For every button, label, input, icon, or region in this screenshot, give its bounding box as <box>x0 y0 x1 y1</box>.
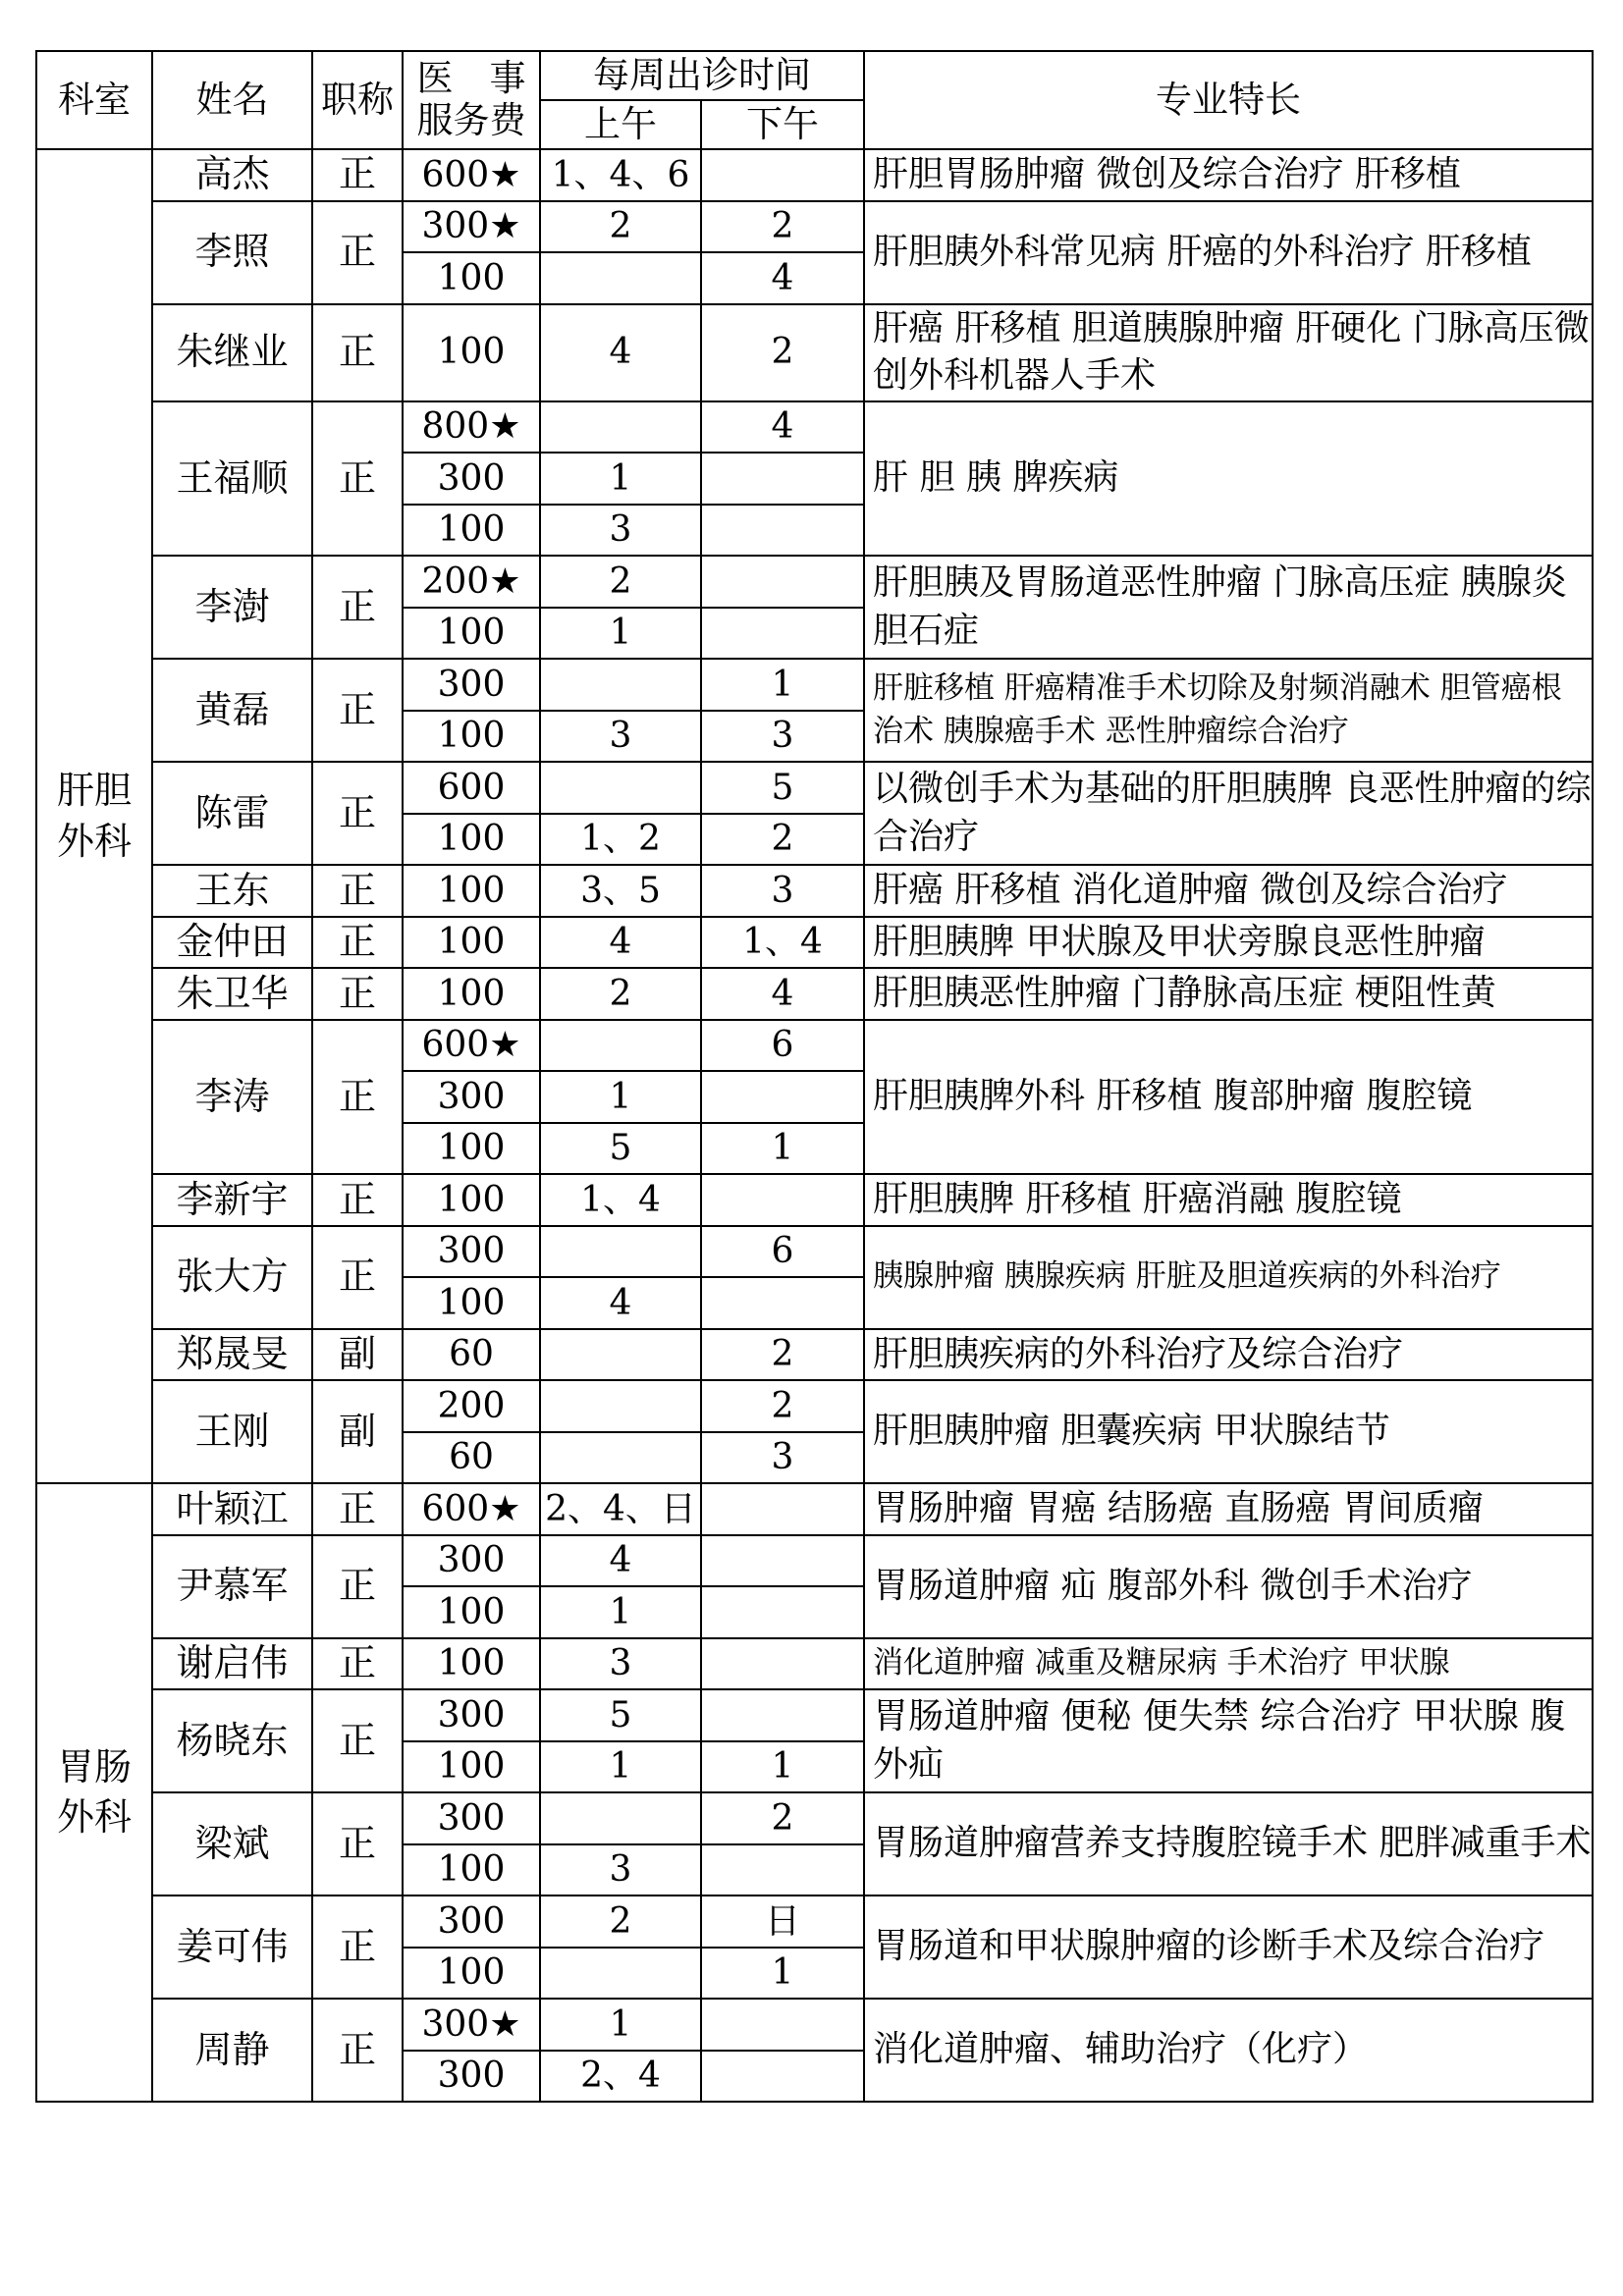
service-fee: 100 <box>403 304 540 401</box>
afternoon-clinic: 2 <box>701 304 864 401</box>
table-row <box>36 1174 1593 1226</box>
department-name-line2: 外科 <box>56 1795 132 1840</box>
doctor-title: 正 <box>312 1535 403 1638</box>
service-fee: 60 <box>403 1329 540 1381</box>
afternoon-clinic: 3 <box>701 865 864 917</box>
morning-clinic <box>540 401 701 454</box>
doctor-title: 正 <box>312 201 403 304</box>
morning-clinic <box>540 659 701 711</box>
table-row <box>36 1689 1593 1741</box>
specialty: 肝 胆 胰 脾疾病 <box>864 401 1593 557</box>
service-fee: 600 <box>403 762 540 814</box>
table-row <box>36 1483 1593 1535</box>
header-dept: 科室 <box>36 51 152 149</box>
specialty: 肝胆胰肿瘤 胆囊疾病 甲状腺结节 <box>864 1380 1593 1483</box>
schedule-body <box>36 149 1593 2102</box>
specialty: 肝胆胰及胃肠道恶性肿瘤 门脉高压症 胰腺炎 胆石症 <box>864 556 1593 659</box>
doctor-name: 杨晓东 <box>152 1689 312 1792</box>
morning-clinic: 1 <box>540 1071 701 1123</box>
service-fee: 100 <box>403 1638 540 1690</box>
department-cell <box>36 149 152 1483</box>
doctor-title: 正 <box>312 556 403 659</box>
afternoon-clinic <box>701 1071 864 1123</box>
morning-clinic: 2 <box>540 1896 701 1948</box>
afternoon-clinic <box>701 1844 864 1896</box>
doctor-name: 李照 <box>152 201 312 304</box>
service-fee: 100 <box>403 917 540 969</box>
morning-clinic: 2 <box>540 201 701 253</box>
specialty: 肝癌 肝移植 胆道胰腺肿瘤 肝硬化 门脉高压微创外科机器人手术 <box>864 304 1593 401</box>
afternoon-clinic: 4 <box>701 252 864 304</box>
service-fee: 100 <box>403 1123 540 1175</box>
header-fee-line2: 服务费 <box>416 99 526 141</box>
afternoon-clinic: 日 <box>701 1896 864 1948</box>
afternoon-clinic: 4 <box>701 968 864 1020</box>
table-row <box>36 762 1593 814</box>
header-pm: 下午 <box>701 100 864 149</box>
morning-clinic: 2、4、日 <box>540 1483 701 1535</box>
doctor-name: 金仲田 <box>152 917 312 969</box>
service-fee: 300 <box>403 1792 540 1844</box>
doctor-name: 陈雷 <box>152 762 312 865</box>
doctor-name: 姜可伟 <box>152 1896 312 1999</box>
afternoon-clinic <box>701 1638 864 1690</box>
doctor-name: 李澍 <box>152 556 312 659</box>
morning-clinic: 3 <box>540 1638 701 1690</box>
table-row <box>36 1020 1593 1072</box>
afternoon-clinic: 4 <box>701 401 864 454</box>
doctor-title: 正 <box>312 149 403 201</box>
doctor-name: 谢启伟 <box>152 1638 312 1690</box>
service-fee: 200 <box>403 1380 540 1432</box>
table-row <box>36 1329 1593 1381</box>
table-row <box>36 201 1593 253</box>
doctor-title: 正 <box>312 1896 403 1999</box>
morning-clinic <box>540 1380 701 1432</box>
morning-clinic: 1、2 <box>540 814 701 866</box>
specialty: 以微创手术为基础的肝胆胰脾 良恶性肿瘤的综合治疗 <box>864 762 1593 865</box>
service-fee: 300 <box>403 1535 540 1587</box>
morning-clinic <box>540 1432 701 1484</box>
morning-clinic: 3、5 <box>540 865 701 917</box>
morning-clinic <box>540 1792 701 1844</box>
specialty: 胃肠肿瘤 胃癌 结肠癌 直肠癌 胃间质瘤 <box>864 1483 1593 1535</box>
morning-clinic: 3 <box>540 1844 701 1896</box>
afternoon-clinic: 3 <box>701 711 864 763</box>
doctor-name: 王刚 <box>152 1380 312 1483</box>
department-name-line1: 胃肠 <box>56 1744 132 1789</box>
morning-clinic <box>540 1329 701 1381</box>
morning-clinic: 4 <box>540 1535 701 1587</box>
specialty: 肝胆胰脾外科 肝移植 腹部肿瘤 腹腔镜 <box>864 1020 1593 1175</box>
service-fee: 60 <box>403 1432 540 1484</box>
doctor-title: 正 <box>312 1638 403 1690</box>
service-fee: 100 <box>403 1586 540 1638</box>
table-row <box>36 968 1593 1020</box>
specialty: 肝胆胰外科常见病 肝癌的外科治疗 肝移植 <box>864 201 1593 304</box>
service-fee: 100 <box>403 608 540 660</box>
service-fee: 100 <box>403 968 540 1020</box>
header-name: 姓名 <box>152 51 312 149</box>
table-row <box>36 1638 1593 1690</box>
afternoon-clinic: 2 <box>701 1329 864 1381</box>
service-fee: 300 <box>403 2051 540 2103</box>
doctor-name: 梁斌 <box>152 1792 312 1896</box>
afternoon-clinic <box>701 1689 864 1741</box>
morning-clinic: 1、4、6 <box>540 149 701 201</box>
department-name-line1: 肝胆 <box>56 769 132 813</box>
afternoon-clinic <box>701 1586 864 1638</box>
doctor-name: 王福顺 <box>152 401 312 557</box>
table-row <box>36 865 1593 917</box>
doctor-title: 正 <box>312 1174 403 1226</box>
doctor-title: 正 <box>312 865 403 917</box>
table-row <box>36 1999 1593 2051</box>
doctor-title: 正 <box>312 968 403 1020</box>
service-fee: 100 <box>403 865 540 917</box>
specialty: 肝胆胰脾 甲状腺及甲状旁腺良恶性肿瘤 <box>864 917 1593 969</box>
doctor-title: 正 <box>312 659 403 762</box>
doctor-name: 叶颖江 <box>152 1483 312 1535</box>
morning-clinic: 3 <box>540 505 701 557</box>
morning-clinic: 5 <box>540 1123 701 1175</box>
morning-clinic: 1、4 <box>540 1174 701 1226</box>
doctor-title: 正 <box>312 1689 403 1792</box>
morning-clinic <box>540 252 701 304</box>
table-row <box>36 304 1593 401</box>
table-row <box>36 1535 1593 1587</box>
doctor-title: 正 <box>312 762 403 865</box>
doctor-name: 李涛 <box>152 1020 312 1175</box>
service-fee: 100 <box>403 814 540 866</box>
table-row <box>36 401 1593 454</box>
doctor-title: 正 <box>312 1483 403 1535</box>
service-fee: 100 <box>403 1948 540 2000</box>
morning-clinic <box>540 1020 701 1072</box>
service-fee: 300★ <box>403 201 540 253</box>
specialty: 肝胆胰疾病的外科治疗及综合治疗 <box>864 1329 1593 1381</box>
service-fee: 100 <box>403 711 540 763</box>
morning-clinic: 1 <box>540 1741 701 1793</box>
service-fee: 800★ <box>403 401 540 454</box>
afternoon-clinic: 1 <box>701 659 864 711</box>
morning-clinic: 4 <box>540 917 701 969</box>
specialty: 肝胆胰脾 肝移植 肝癌消融 腹腔镜 <box>864 1174 1593 1226</box>
afternoon-clinic <box>701 2051 864 2103</box>
specialty: 肝胆胰恶性肿瘤 门静脉高压症 梗阻性黄 <box>864 968 1593 1020</box>
doctor-title: 副 <box>312 1380 403 1483</box>
morning-clinic: 1 <box>540 1999 701 2051</box>
table-row <box>36 1896 1593 1948</box>
afternoon-clinic: 2 <box>701 201 864 253</box>
morning-clinic: 1 <box>540 453 701 505</box>
specialty: 肝脏移植 肝癌精准手术切除及射频消融术 胆管癌根治术 胰腺癌手术 恶性肿瘤综合治疗 <box>864 659 1593 762</box>
table-row <box>36 1380 1593 1432</box>
afternoon-clinic <box>701 453 864 505</box>
morning-clinic <box>540 1226 701 1278</box>
specialty: 消化道肿瘤、辅助治疗（化疗） <box>864 1999 1593 2102</box>
morning-clinic: 2、4 <box>540 2051 701 2103</box>
clinic-schedule-table <box>35 50 1594 2103</box>
table-row <box>36 149 1593 201</box>
table-row <box>36 1792 1593 1844</box>
table-row <box>36 556 1593 608</box>
department-name-line2: 外科 <box>56 819 132 863</box>
doctor-name: 李新宇 <box>152 1174 312 1226</box>
afternoon-clinic: 2 <box>701 1380 864 1432</box>
doctor-name: 朱继业 <box>152 304 312 401</box>
table-row <box>36 659 1593 711</box>
service-fee: 300 <box>403 1896 540 1948</box>
service-fee: 600★ <box>403 149 540 201</box>
service-fee: 300★ <box>403 1999 540 2051</box>
service-fee: 600★ <box>403 1020 540 1072</box>
afternoon-clinic: 1、4 <box>701 917 864 969</box>
doctor-name: 黄磊 <box>152 659 312 762</box>
doctor-title: 副 <box>312 1329 403 1381</box>
morning-clinic <box>540 762 701 814</box>
doctor-name: 高杰 <box>152 149 312 201</box>
service-fee: 300 <box>403 453 540 505</box>
morning-clinic: 1 <box>540 608 701 660</box>
afternoon-clinic: 3 <box>701 1432 864 1484</box>
afternoon-clinic <box>701 1535 864 1587</box>
specialty: 胃肠道肿瘤营养支持腹腔镜手术 肥胖减重手术 <box>864 1792 1593 1896</box>
afternoon-clinic <box>701 1277 864 1329</box>
morning-clinic <box>540 1948 701 2000</box>
header-title: 职称 <box>312 51 403 149</box>
specialty: 胃肠道肿瘤 便秘 便失禁 综合治疗 甲状腺 腹外疝 <box>864 1689 1593 1792</box>
header-weekly: 每周出诊时间 <box>540 51 864 100</box>
table-row <box>36 917 1593 969</box>
department-cell <box>36 1483 152 2102</box>
morning-clinic: 5 <box>540 1689 701 1741</box>
morning-clinic: 2 <box>540 556 701 608</box>
service-fee: 600★ <box>403 1483 540 1535</box>
afternoon-clinic <box>701 1174 864 1226</box>
header-fee-line1: 医 事 <box>416 57 526 100</box>
morning-clinic: 4 <box>540 304 701 401</box>
service-fee: 100 <box>403 252 540 304</box>
header-specialty: 专业特长 <box>864 51 1593 149</box>
service-fee: 300 <box>403 1689 540 1741</box>
afternoon-clinic: 1 <box>701 1741 864 1793</box>
doctor-title: 正 <box>312 1999 403 2102</box>
service-fee: 300 <box>403 659 540 711</box>
service-fee: 200★ <box>403 556 540 608</box>
service-fee: 300 <box>403 1226 540 1278</box>
afternoon-clinic: 1 <box>701 1948 864 2000</box>
doctor-title: 正 <box>312 1792 403 1896</box>
afternoon-clinic: 1 <box>701 1123 864 1175</box>
afternoon-clinic <box>701 505 864 557</box>
doctor-title: 正 <box>312 1020 403 1175</box>
afternoon-clinic: 5 <box>701 762 864 814</box>
afternoon-clinic: 6 <box>701 1020 864 1072</box>
doctor-name: 朱卫华 <box>152 968 312 1020</box>
specialty: 消化道肿瘤 减重及糖尿病 手术治疗 甲状腺 <box>864 1638 1593 1690</box>
table-row <box>36 1226 1593 1278</box>
afternoon-clinic <box>701 608 864 660</box>
afternoon-clinic: 2 <box>701 814 864 866</box>
doctor-title: 正 <box>312 917 403 969</box>
specialty: 肝胆胃肠肿瘤 微创及综合治疗 肝移植 <box>864 149 1593 201</box>
afternoon-clinic <box>701 1999 864 2051</box>
morning-clinic: 2 <box>540 968 701 1020</box>
doctor-name: 周静 <box>152 1999 312 2102</box>
afternoon-clinic <box>701 1483 864 1535</box>
doctor-title: 正 <box>312 401 403 557</box>
morning-clinic: 1 <box>540 1586 701 1638</box>
specialty: 肝癌 肝移植 消化道肿瘤 微创及综合治疗 <box>864 865 1593 917</box>
doctor-name: 张大方 <box>152 1226 312 1329</box>
service-fee: 100 <box>403 1741 540 1793</box>
doctor-name: 郑晟旻 <box>152 1329 312 1381</box>
service-fee: 100 <box>403 1277 540 1329</box>
service-fee: 100 <box>403 505 540 557</box>
service-fee: 300 <box>403 1071 540 1123</box>
afternoon-clinic <box>701 556 864 608</box>
header-fee <box>403 51 540 149</box>
specialty: 胃肠道和甲状腺肿瘤的诊断手术及综合治疗 <box>864 1896 1593 1999</box>
morning-clinic: 4 <box>540 1277 701 1329</box>
specialty: 胰腺肿瘤 胰腺疾病 肝脏及胆道疾病的外科治疗 <box>864 1226 1593 1329</box>
service-fee: 100 <box>403 1174 540 1226</box>
morning-clinic: 3 <box>540 711 701 763</box>
doctor-name: 王东 <box>152 865 312 917</box>
afternoon-clinic: 2 <box>701 1792 864 1844</box>
doctor-title: 正 <box>312 1226 403 1329</box>
afternoon-clinic <box>701 149 864 201</box>
doctor-name: 尹慕军 <box>152 1535 312 1638</box>
doctor-title: 正 <box>312 304 403 401</box>
afternoon-clinic: 6 <box>701 1226 864 1278</box>
header-am: 上午 <box>540 100 701 149</box>
service-fee: 100 <box>403 1844 540 1896</box>
specialty: 胃肠道肿瘤 疝 腹部外科 微创手术治疗 <box>864 1535 1593 1638</box>
